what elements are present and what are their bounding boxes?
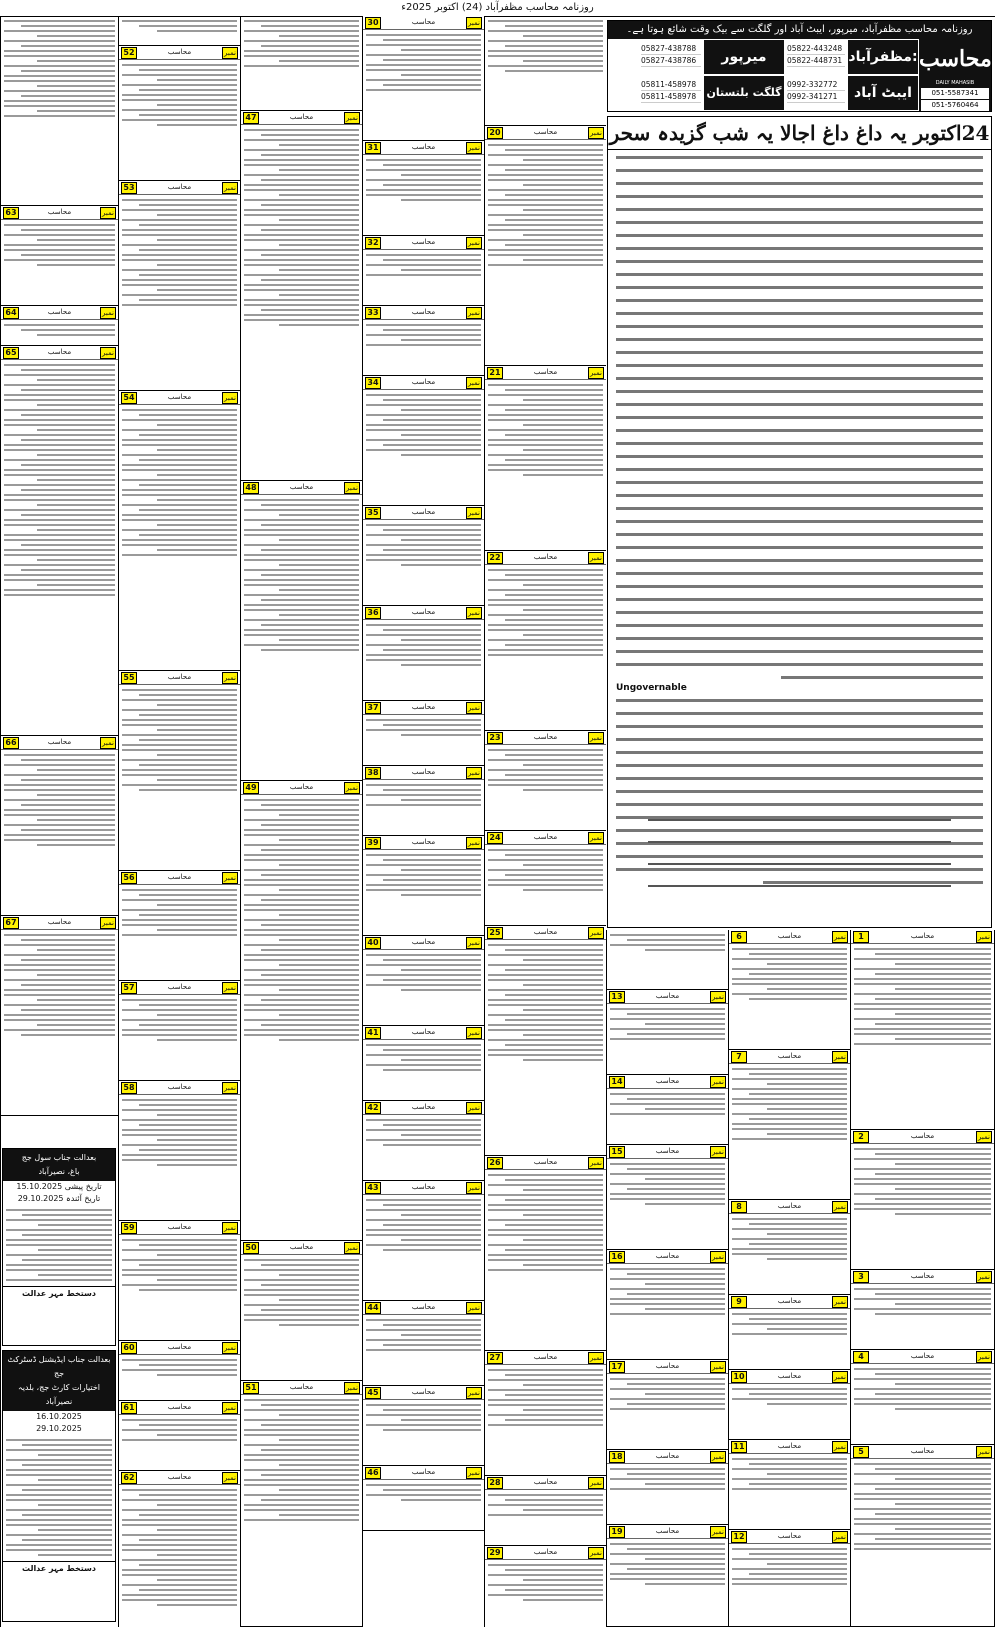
editorial-body bbox=[608, 150, 991, 900]
ad-block: 4 محاسب نمبر bbox=[851, 1350, 994, 1445]
ad-block: 6 محاسب نمبر bbox=[729, 930, 850, 1050]
city-label-mirpur: میرپور bbox=[704, 40, 784, 74]
ad-block: 9 محاسب نمبر bbox=[729, 1295, 850, 1370]
ad-block: 17 محاسب نمبر bbox=[607, 1360, 728, 1450]
court-notice-signature: دستخط مہر عدالت bbox=[3, 1561, 115, 1576]
ad-block: 39 محاسب نمبر bbox=[363, 836, 484, 936]
ad-block: 47 محاسب نمبر bbox=[241, 111, 362, 481]
ad-block: 64 محاسب نمبر bbox=[1, 306, 118, 346]
masthead-tagline: روزنامہ محاسب مظفرآباد، میرپور، ایبٹ آباد اور گلگت سے بیک وقت شائع ہوتا ہے۔ bbox=[608, 21, 991, 39]
ad-block: 51 محاسب نمبر bbox=[241, 1381, 362, 1627]
ad-block: 45 محاسب نمبر bbox=[363, 1386, 484, 1466]
ad-block: 29 محاسب نمبر bbox=[485, 1546, 606, 1627]
phones-abbottabad: 0992-332772 0992-341271 bbox=[787, 79, 845, 103]
ad-block: 21 محاسب نمبر bbox=[485, 366, 606, 551]
ad-block: 37 محاسب نمبر bbox=[363, 701, 484, 766]
ad-block bbox=[607, 930, 728, 990]
ad-block: 60 محاسب نمبر bbox=[119, 1341, 240, 1401]
court-notice-date: 16.10.2025 bbox=[36, 1412, 82, 1421]
ad-block: 3 محاسب نمبر bbox=[851, 1270, 994, 1350]
ad-block: 66 محاسب نمبر bbox=[1, 736, 118, 916]
ad-block: 13 محاسب نمبر bbox=[607, 990, 728, 1075]
ad-block: 58 محاسب نمبر bbox=[119, 1081, 240, 1221]
ad-block bbox=[241, 16, 362, 111]
ad-block: 1 محاسب نمبر bbox=[851, 930, 994, 1130]
ad-block: 15 محاسب نمبر bbox=[607, 1145, 728, 1250]
phones-mirpur: 05827-438788 05827-438786 bbox=[641, 43, 701, 67]
poem-verses bbox=[648, 819, 951, 919]
ad-column-2 bbox=[118, 16, 240, 1627]
ad-block: 28 محاسب نمبر bbox=[485, 1476, 606, 1546]
ad-block: 59 محاسب نمبر bbox=[119, 1221, 240, 1341]
ad-block: 32 محاسب نمبر bbox=[363, 236, 484, 306]
ad-block: 55 محاسب نمبر bbox=[119, 671, 240, 871]
newspaper-logo: محاسب DAILY MAHASIB 051-5587341 051-5760464 bbox=[919, 39, 991, 111]
ad-block: 26 محاسب نمبر bbox=[485, 1156, 606, 1351]
court-notice-title: بعدالت جناب ایڈیشنل ڈسٹرکٹ جج اختیارات کارٹ جج، بلدیہ نصیرآباد bbox=[3, 1351, 115, 1411]
ad-block: 10 محاسب نمبر bbox=[729, 1370, 850, 1440]
ad-block: 49 محاسب نمبر bbox=[241, 781, 362, 1241]
court-notice-1 bbox=[2, 1148, 116, 1346]
ad-block: 24 محاسب نمبر bbox=[485, 831, 606, 926]
ad-block: 31 محاسب نمبر bbox=[363, 141, 484, 236]
ad-block: 35 محاسب نمبر bbox=[363, 506, 484, 606]
ad-block: 44 محاسب نمبر bbox=[363, 1301, 484, 1386]
ad-block bbox=[1, 16, 118, 206]
phones-gilgit: 05811-458978 05811-458978 bbox=[641, 79, 701, 103]
ad-block: 11 محاسب نمبر bbox=[729, 1440, 850, 1530]
ad-block: 65 محاسب نمبر bbox=[1, 346, 118, 736]
masthead bbox=[607, 20, 992, 112]
city-label-muzaffarabad: مظفرآباد: bbox=[848, 40, 918, 74]
ad-column-4 bbox=[362, 16, 484, 1627]
ad-block: 36 محاسب نمبر bbox=[363, 606, 484, 701]
court-notice-date: تاریخ پیشی 15.10.2025 bbox=[16, 1182, 102, 1191]
ad-block: 62 محاسب نمبر bbox=[119, 1471, 240, 1627]
court-notice-2 bbox=[2, 1350, 116, 1622]
ad-block: 61 محاسب نمبر bbox=[119, 1401, 240, 1471]
ad-block: 33 محاسب نمبر bbox=[363, 306, 484, 376]
ad-block bbox=[485, 16, 606, 126]
ad-block: 19 محاسب نمبر bbox=[607, 1525, 728, 1627]
ad-block: 40 محاسب نمبر bbox=[363, 936, 484, 1026]
phones-muzaffarabad: 05822-443248 05822-448731 bbox=[787, 43, 845, 67]
ad-block: 54 محاسب نمبر bbox=[119, 391, 240, 671]
dateline: روزنامہ محاسب مظفرآباد (24) اکتوبر 2025ء bbox=[0, 0, 995, 17]
ad-block: 63 محاسب نمبر bbox=[1, 206, 118, 306]
ad-block bbox=[119, 16, 240, 46]
ad-block: 5 محاسب نمبر bbox=[851, 1445, 994, 1627]
english-term: Ungovernable bbox=[616, 683, 687, 693]
ad-block: 27 محاسب نمبر bbox=[485, 1351, 606, 1476]
ad-block: 43 محاسب نمبر bbox=[363, 1181, 484, 1301]
editorial-article bbox=[607, 116, 992, 928]
ad-block: 41 محاسب نمبر bbox=[363, 1026, 484, 1101]
city-label-gilgit: گلگت بلتستان bbox=[704, 76, 784, 110]
ad-block: 53 محاسب نمبر bbox=[119, 181, 240, 391]
ad-block: 25 محاسب نمبر bbox=[485, 926, 606, 1156]
ad-block: 56 محاسب نمبر bbox=[119, 871, 240, 981]
ad-column-5 bbox=[484, 16, 606, 1627]
court-notice-title: بعدالت جناب سول جج باغ، نصیرآباد bbox=[3, 1149, 115, 1181]
ad-block: 50 محاسب نمبر bbox=[241, 1241, 362, 1381]
ad-block: 12 محاسب نمبر bbox=[729, 1530, 850, 1627]
ad-column-8 bbox=[850, 930, 995, 1627]
ad-block: 38 محاسب نمبر bbox=[363, 766, 484, 836]
ad-block: 48 محاسب نمبر bbox=[241, 481, 362, 781]
ad-block: 52 محاسب نمبر bbox=[119, 46, 240, 181]
ad-block: 20 محاسب نمبر bbox=[485, 126, 606, 366]
city-label-abbottabad: ایبٹ آباد bbox=[848, 76, 918, 110]
ad-column-3 bbox=[240, 16, 362, 1627]
editorial-headline: 24اکتوبر یہ داغ داغ اجالا یہ شب گزیدہ سحر bbox=[608, 117, 991, 150]
ad-block: 34 محاسب نمبر bbox=[363, 376, 484, 506]
ad-column-6 bbox=[606, 930, 728, 1627]
court-notice-date: تاریخ آئندہ 29.10.2025 bbox=[17, 1194, 101, 1203]
court-notice-signature: دستخط مہر عدالت bbox=[3, 1286, 115, 1301]
ad-block: 16 محاسب نمبر bbox=[607, 1250, 728, 1360]
ad-block: 23 محاسب نمبر bbox=[485, 731, 606, 831]
ad-column-7 bbox=[728, 930, 850, 1627]
ad-block: 42 محاسب نمبر bbox=[363, 1101, 484, 1181]
ad-block: 2 محاسب نمبر bbox=[851, 1130, 994, 1270]
court-notice-date: 29.10.2025 bbox=[36, 1424, 82, 1433]
ad-block: 22 محاسب نمبر bbox=[485, 551, 606, 731]
ad-block: 18 محاسب نمبر bbox=[607, 1450, 728, 1525]
ad-block: 57 محاسب نمبر bbox=[119, 981, 240, 1081]
ad-block: 67 محاسب نمبر bbox=[1, 916, 118, 1116]
ad-block: 14 محاسب نمبر bbox=[607, 1075, 728, 1145]
ad-block: 46 محاسب نمبر bbox=[363, 1466, 484, 1531]
ad-block: 8 محاسب نمبر bbox=[729, 1200, 850, 1295]
ad-block: 30 محاسب نمبر bbox=[363, 16, 484, 141]
ad-block: 7 محاسب نمبر bbox=[729, 1050, 850, 1200]
